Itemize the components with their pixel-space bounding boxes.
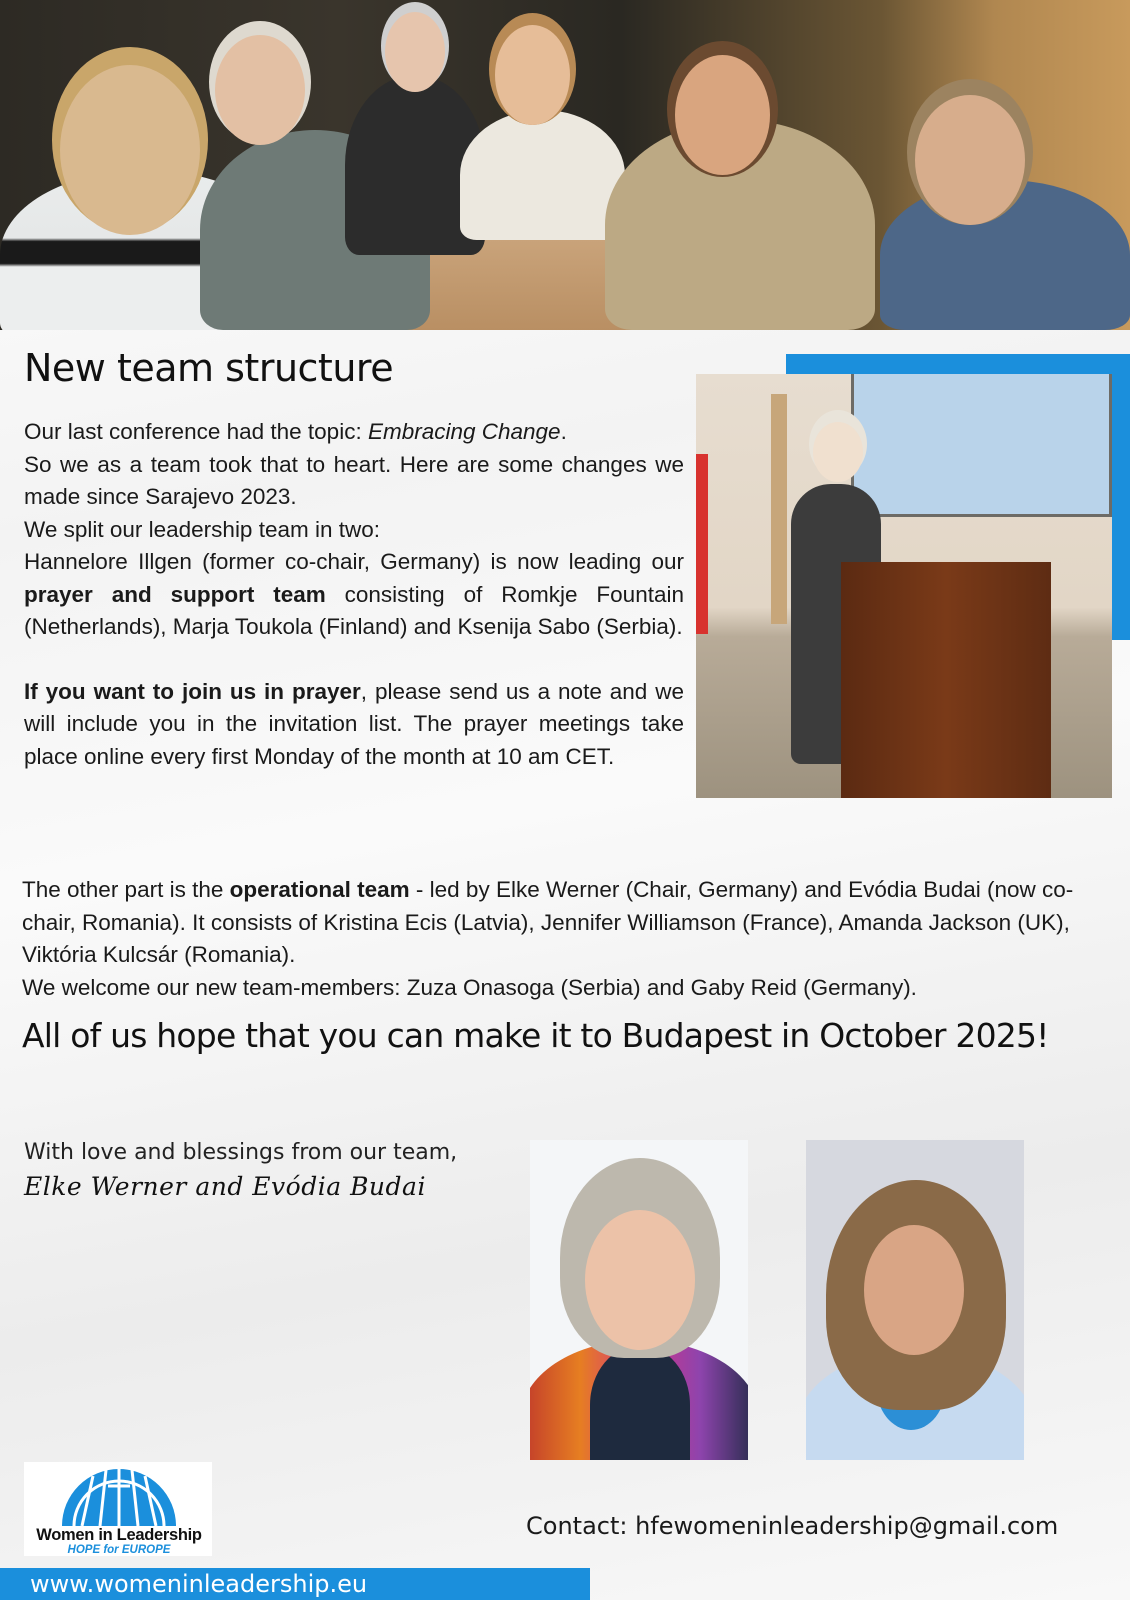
evodia-face (864, 1225, 964, 1355)
welcome-line: We welcome our new team-members: Zuza Onasoga (Serbia) and Gaby Reid (Germany). (22, 974, 917, 1000)
flag-shape (696, 454, 708, 634)
prayer-team-bold: prayer and support team (24, 581, 326, 607)
person-5-head (675, 55, 770, 175)
prayer-team-paragraph (24, 546, 684, 644)
join-prayer-text: , please send us a note and we will include you in the invitation list. The prayer meetings take place online every first Monday of the month at 10 am CET. (24, 678, 684, 769)
arch-logo-icon (60, 1464, 178, 1526)
person-1-head (60, 65, 200, 235)
group-photo (0, 0, 1130, 330)
person-4-body (460, 110, 625, 240)
changes-paragraph: So we as a team took that to heart. Here are some changes we made since Sarajevo 2023. (24, 451, 684, 509)
podium (841, 562, 1051, 798)
signature: Elke Werner and Evódia Budai (24, 1172, 426, 1201)
page-title: New team structure (24, 346, 394, 390)
budapest-headline: All of us hope that you can make it to Budapest in October 2025! (22, 1016, 1049, 1055)
operational-bold: operational team (229, 877, 410, 902)
projector-screen (851, 374, 1112, 517)
women-in-leadership-logo (24, 1462, 212, 1556)
logo-tagline: HOPE for EUROPE (67, 1544, 171, 1556)
portrait-elke-werner (530, 1140, 748, 1460)
speaker-photo (696, 374, 1112, 798)
turtleneck (590, 1345, 690, 1460)
join-prayer-paragraph (24, 676, 684, 774)
logo-name: Women in Leadership (36, 1526, 202, 1544)
join-prayer-bold: If you want to join us in prayer (24, 678, 361, 704)
operational-section (22, 874, 1114, 1004)
person-6-head (915, 95, 1025, 225)
person-3-head (385, 12, 445, 92)
speaker-head (813, 422, 863, 482)
intro-suffix: . (560, 419, 567, 444)
website-bar (0, 1568, 590, 1600)
split-line: We split our leadership team in two: (24, 516, 381, 542)
operational-prefix: The other part is the (22, 877, 230, 902)
intro-section (24, 416, 684, 773)
conference-topic: Embracing Change (367, 419, 561, 444)
contact-email[interactable]: Contact: hfewomeninleadership@gmail.com (526, 1512, 1059, 1540)
operational-suffix: - led by Elke Werner (Chair, Germany) and Evódia Budai (now co-chair, Romania). It consists of Kristina Ecis (Latvia), Jennifer Williamson (France), Amanda Jackson (UK), Viktória Kulcsár (Romania). (22, 877, 1074, 967)
portrait-evodia-budai (806, 1140, 1024, 1460)
operational-paragraph (22, 874, 1114, 972)
website-link[interactable]: www.womeninleadership.eu (30, 1570, 368, 1598)
person-4-head (495, 25, 570, 125)
prayer-team-suffix: consisting of Romkje Fountain (Netherlands), Marja Toukola (Finland) and Ksenija Sabo (Serbia). (24, 581, 684, 639)
prayer-team-prefix: Hannelore Illgen (former co-chair, Germany) is now leading our (24, 549, 684, 574)
wooden-cross (771, 394, 787, 624)
closing-line: With love and blessings from our team, (24, 1140, 458, 1165)
elke-face (585, 1210, 695, 1350)
person-2-head (215, 35, 305, 145)
intro-line (24, 416, 684, 449)
intro-prefix: Our last conference had the topic: (24, 419, 368, 444)
